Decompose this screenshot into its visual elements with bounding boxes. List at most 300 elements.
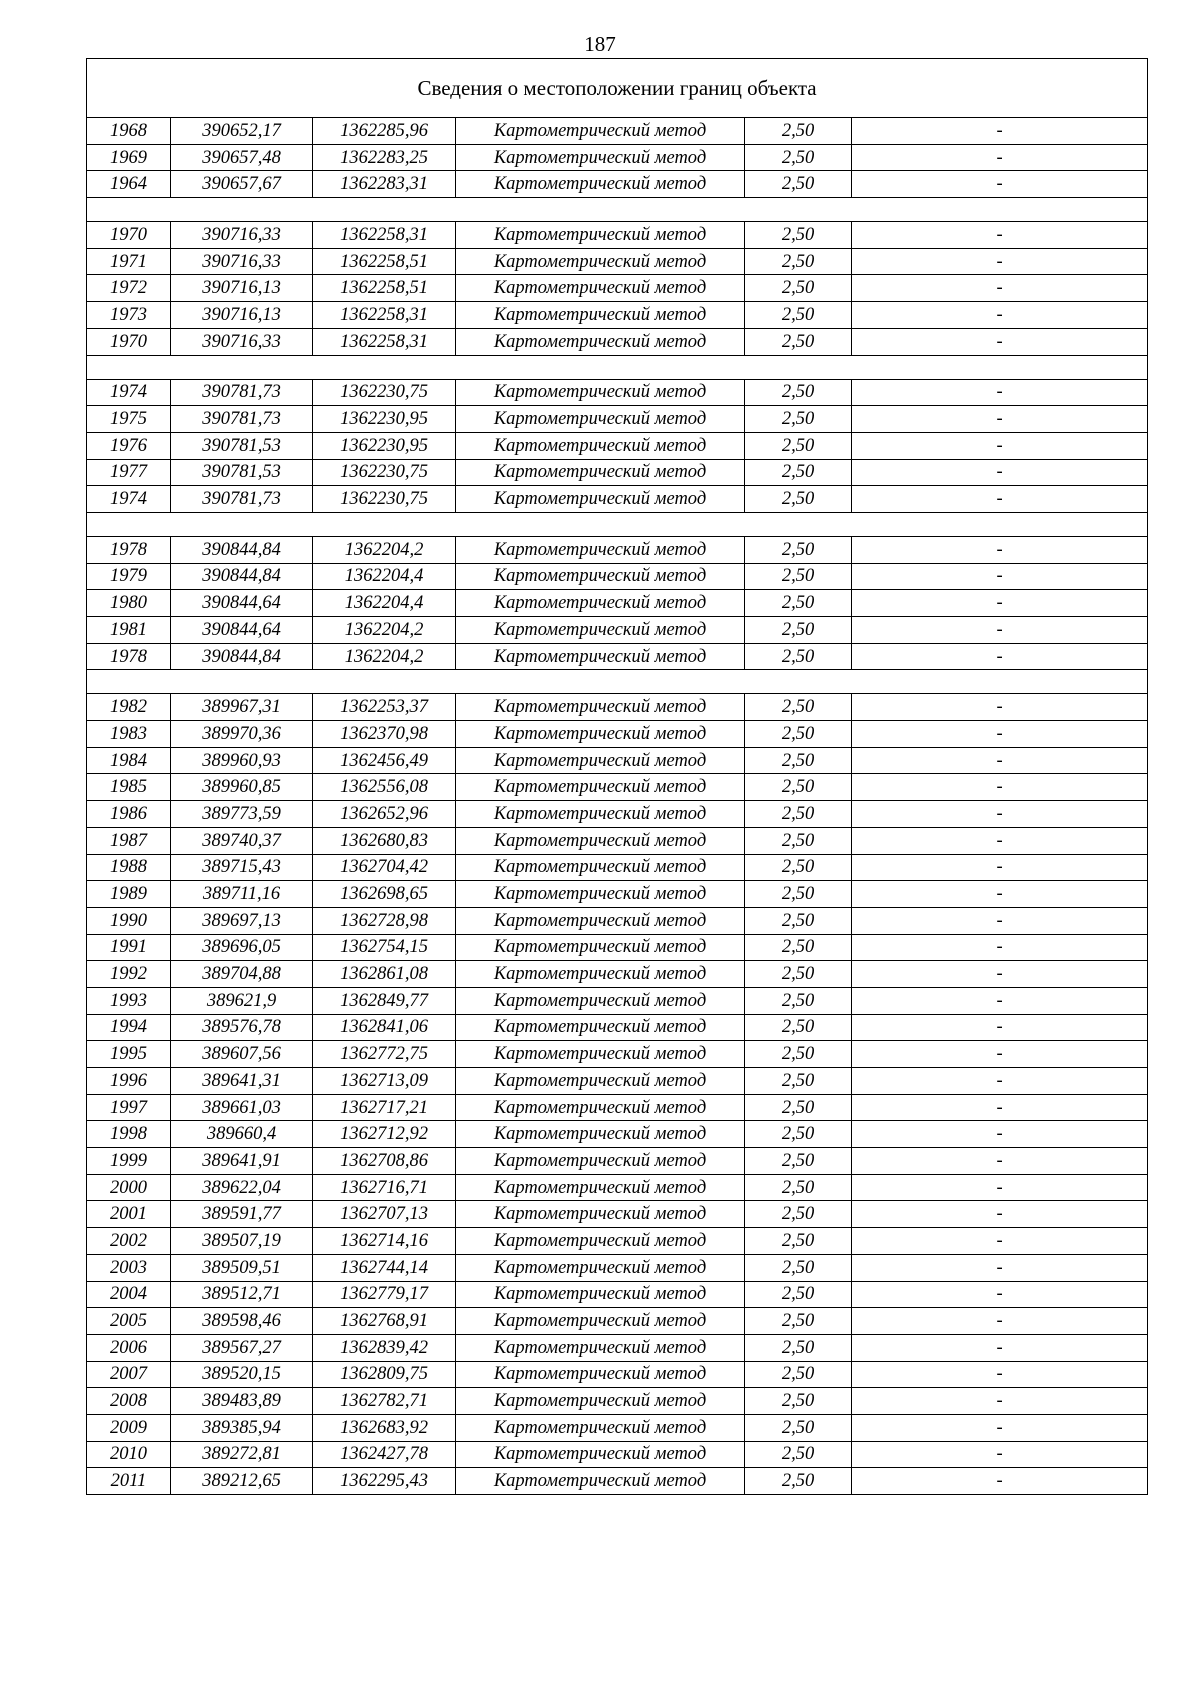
note-cell: -	[852, 1334, 1148, 1361]
method-cell: Картометрический метод	[456, 617, 745, 644]
method-cell: Картометрический метод	[456, 406, 745, 433]
y-coordinate-cell: 1362285,96	[313, 118, 456, 145]
x-coordinate-cell: 390844,84	[171, 643, 313, 670]
y-coordinate-cell: 1362779,17	[313, 1281, 456, 1308]
y-coordinate-cell: 1362370,98	[313, 721, 456, 748]
method-cell: Картометрический метод	[456, 774, 745, 801]
method-cell: Картометрический метод	[456, 1254, 745, 1281]
table-row	[87, 1041, 1148, 1068]
table-row	[87, 328, 1148, 355]
table-row	[87, 643, 1148, 670]
table-row	[87, 721, 1148, 748]
y-coordinate-cell: 1362456,49	[313, 747, 456, 774]
method-cell: Картометрический метод	[456, 563, 745, 590]
note-cell: -	[852, 1068, 1148, 1095]
note-cell: -	[852, 881, 1148, 908]
x-coordinate-cell: 390657,48	[171, 144, 313, 171]
method-cell: Картометрический метод	[456, 1228, 745, 1255]
table-row	[87, 1121, 1148, 1148]
x-coordinate-cell: 389385,94	[171, 1414, 313, 1441]
x-coordinate-cell: 389661,03	[171, 1094, 313, 1121]
y-coordinate-cell: 1362683,92	[313, 1414, 456, 1441]
point-number-cell: 1981	[87, 617, 171, 644]
y-coordinate-cell: 1362841,06	[313, 1014, 456, 1041]
note-cell: -	[852, 854, 1148, 881]
y-coordinate-cell: 1362712,92	[313, 1121, 456, 1148]
table-row	[87, 694, 1148, 721]
separator-cell	[87, 198, 1148, 222]
table-row	[87, 747, 1148, 774]
table-header-row	[87, 59, 1148, 118]
accuracy-cell: 2,50	[745, 1094, 852, 1121]
method-cell: Картометрический метод	[456, 248, 745, 275]
y-coordinate-cell: 1362861,08	[313, 961, 456, 988]
point-number-cell: 1984	[87, 747, 171, 774]
method-cell: Картометрический метод	[456, 961, 745, 988]
point-number-cell: 1970	[87, 222, 171, 249]
x-coordinate-cell: 389715,43	[171, 854, 313, 881]
table-row	[87, 248, 1148, 275]
point-number-cell: 2008	[87, 1388, 171, 1415]
table-row	[87, 1281, 1148, 1308]
table-row	[87, 934, 1148, 961]
accuracy-cell: 2,50	[745, 1174, 852, 1201]
y-coordinate-cell: 1362782,71	[313, 1388, 456, 1415]
x-coordinate-cell: 389621,9	[171, 987, 313, 1014]
x-coordinate-cell: 390844,64	[171, 590, 313, 617]
method-cell: Картометрический метод	[456, 1121, 745, 1148]
table-row	[87, 1148, 1148, 1175]
point-number-cell: 1971	[87, 248, 171, 275]
accuracy-cell: 2,50	[745, 881, 852, 908]
note-cell: -	[852, 617, 1148, 644]
table-row	[87, 590, 1148, 617]
accuracy-cell: 2,50	[745, 248, 852, 275]
x-coordinate-cell: 390716,33	[171, 248, 313, 275]
note-cell: -	[852, 643, 1148, 670]
note-cell: -	[852, 590, 1148, 617]
note-cell: -	[852, 1361, 1148, 1388]
x-coordinate-cell: 390844,84	[171, 563, 313, 590]
table-row	[87, 1201, 1148, 1228]
accuracy-cell: 2,50	[745, 1468, 852, 1495]
note-cell: -	[852, 1414, 1148, 1441]
point-number-cell: 1990	[87, 907, 171, 934]
note-cell: -	[852, 563, 1148, 590]
accuracy-cell: 2,50	[745, 302, 852, 329]
table-row	[87, 987, 1148, 1014]
note-cell: -	[852, 302, 1148, 329]
accuracy-cell: 2,50	[745, 222, 852, 249]
y-coordinate-cell: 1362283,25	[313, 144, 456, 171]
method-cell: Картометрический метод	[456, 801, 745, 828]
accuracy-cell: 2,50	[745, 328, 852, 355]
table-row	[87, 1414, 1148, 1441]
x-coordinate-cell: 390844,84	[171, 536, 313, 563]
accuracy-cell: 2,50	[745, 854, 852, 881]
method-cell: Картометрический метод	[456, 1361, 745, 1388]
x-coordinate-cell: 389576,78	[171, 1014, 313, 1041]
table-row	[87, 459, 1148, 486]
method-cell: Картометрический метод	[456, 854, 745, 881]
point-number-cell: 2007	[87, 1361, 171, 1388]
x-coordinate-cell: 389697,13	[171, 907, 313, 934]
method-cell: Картометрический метод	[456, 536, 745, 563]
note-cell: -	[852, 827, 1148, 854]
point-number-cell: 1974	[87, 379, 171, 406]
note-cell: -	[852, 694, 1148, 721]
point-number-cell: 2004	[87, 1281, 171, 1308]
point-number-cell: 1996	[87, 1068, 171, 1095]
contour-separator-row	[87, 355, 1148, 379]
note-cell: -	[852, 801, 1148, 828]
point-number-cell: 1993	[87, 987, 171, 1014]
point-number-cell: 1982	[87, 694, 171, 721]
point-number-cell: 1964	[87, 171, 171, 198]
x-coordinate-cell: 390657,67	[171, 171, 313, 198]
note-cell: -	[852, 1468, 1148, 1495]
x-coordinate-cell: 389507,19	[171, 1228, 313, 1255]
table-body	[87, 59, 1148, 1495]
method-cell: Картометрический метод	[456, 721, 745, 748]
method-cell: Картометрический метод	[456, 379, 745, 406]
note-cell: -	[852, 248, 1148, 275]
y-coordinate-cell: 1362728,98	[313, 907, 456, 934]
x-coordinate-cell: 390716,13	[171, 302, 313, 329]
accuracy-cell: 2,50	[745, 1148, 852, 1175]
method-cell: Картометрический метод	[456, 747, 745, 774]
note-cell: -	[852, 275, 1148, 302]
note-cell: -	[852, 747, 1148, 774]
y-coordinate-cell: 1362204,2	[313, 536, 456, 563]
x-coordinate-cell: 389272,81	[171, 1441, 313, 1468]
note-cell: -	[852, 536, 1148, 563]
table-row	[87, 1361, 1148, 1388]
x-coordinate-cell: 390652,17	[171, 118, 313, 145]
point-number-cell: 1994	[87, 1014, 171, 1041]
y-coordinate-cell: 1362652,96	[313, 801, 456, 828]
method-cell: Картометрический метод	[456, 1308, 745, 1335]
x-coordinate-cell: 389591,77	[171, 1201, 313, 1228]
point-number-cell: 1979	[87, 563, 171, 590]
y-coordinate-cell: 1362849,77	[313, 987, 456, 1014]
x-coordinate-cell: 389967,31	[171, 694, 313, 721]
point-number-cell: 2010	[87, 1441, 171, 1468]
point-number-cell: 1975	[87, 406, 171, 433]
y-coordinate-cell: 1362768,91	[313, 1308, 456, 1335]
contour-separator-row	[87, 512, 1148, 536]
table-row	[87, 486, 1148, 513]
y-coordinate-cell: 1362204,2	[313, 617, 456, 644]
note-cell: -	[852, 774, 1148, 801]
accuracy-cell: 2,50	[745, 747, 852, 774]
x-coordinate-cell: 390781,73	[171, 406, 313, 433]
accuracy-cell: 2,50	[745, 1334, 852, 1361]
method-cell: Картометрический метод	[456, 275, 745, 302]
note-cell: -	[852, 1254, 1148, 1281]
point-number-cell: 2001	[87, 1201, 171, 1228]
y-coordinate-cell: 1362230,95	[313, 432, 456, 459]
accuracy-cell: 2,50	[745, 144, 852, 171]
accuracy-cell: 2,50	[745, 934, 852, 961]
method-cell: Картометрический метод	[456, 1468, 745, 1495]
method-cell: Картометрический метод	[456, 171, 745, 198]
table-row	[87, 275, 1148, 302]
accuracy-cell: 2,50	[745, 694, 852, 721]
y-coordinate-cell: 1362258,31	[313, 302, 456, 329]
point-number-cell: 1978	[87, 643, 171, 670]
accuracy-cell: 2,50	[745, 486, 852, 513]
note-cell: -	[852, 1094, 1148, 1121]
method-cell: Картометрический метод	[456, 144, 745, 171]
table-row	[87, 536, 1148, 563]
point-number-cell: 1991	[87, 934, 171, 961]
x-coordinate-cell: 389740,37	[171, 827, 313, 854]
note-cell: -	[852, 459, 1148, 486]
method-cell: Картометрический метод	[456, 222, 745, 249]
table-row	[87, 1308, 1148, 1335]
note-cell: -	[852, 1148, 1148, 1175]
note-cell: -	[852, 1441, 1148, 1468]
accuracy-cell: 2,50	[745, 536, 852, 563]
table-row	[87, 1441, 1148, 1468]
point-number-cell: 1986	[87, 801, 171, 828]
accuracy-cell: 2,50	[745, 1254, 852, 1281]
y-coordinate-cell: 1362714,16	[313, 1228, 456, 1255]
point-number-cell: 1969	[87, 144, 171, 171]
point-number-cell: 1999	[87, 1148, 171, 1175]
accuracy-cell: 2,50	[745, 459, 852, 486]
note-cell: -	[852, 1121, 1148, 1148]
y-coordinate-cell: 1362809,75	[313, 1361, 456, 1388]
x-coordinate-cell: 390781,73	[171, 379, 313, 406]
separator-cell	[87, 512, 1148, 536]
x-coordinate-cell: 389960,93	[171, 747, 313, 774]
x-coordinate-cell: 390716,33	[171, 328, 313, 355]
point-number-cell: 1992	[87, 961, 171, 988]
y-coordinate-cell: 1362708,86	[313, 1148, 456, 1175]
accuracy-cell: 2,50	[745, 907, 852, 934]
method-cell: Картометрический метод	[456, 1281, 745, 1308]
point-number-cell: 1983	[87, 721, 171, 748]
x-coordinate-cell: 389520,15	[171, 1361, 313, 1388]
point-number-cell: 2000	[87, 1174, 171, 1201]
table-row	[87, 432, 1148, 459]
accuracy-cell: 2,50	[745, 961, 852, 988]
boundary-coordinates-table	[86, 58, 1148, 1495]
note-cell: -	[852, 907, 1148, 934]
y-coordinate-cell: 1362754,15	[313, 934, 456, 961]
y-coordinate-cell: 1362204,4	[313, 563, 456, 590]
method-cell: Картометрический метод	[456, 1201, 745, 1228]
note-cell: -	[852, 432, 1148, 459]
x-coordinate-cell: 389960,85	[171, 774, 313, 801]
x-coordinate-cell: 389773,59	[171, 801, 313, 828]
note-cell: -	[852, 1388, 1148, 1415]
method-cell: Картометрический метод	[456, 987, 745, 1014]
method-cell: Картометрический метод	[456, 1094, 745, 1121]
y-coordinate-cell: 1362253,37	[313, 694, 456, 721]
y-coordinate-cell: 1362713,09	[313, 1068, 456, 1095]
table-row	[87, 961, 1148, 988]
accuracy-cell: 2,50	[745, 1441, 852, 1468]
accuracy-cell: 2,50	[745, 1041, 852, 1068]
accuracy-cell: 2,50	[745, 118, 852, 145]
y-coordinate-cell: 1362230,75	[313, 379, 456, 406]
x-coordinate-cell: 390781,53	[171, 432, 313, 459]
y-coordinate-cell: 1362717,21	[313, 1094, 456, 1121]
x-coordinate-cell: 390781,73	[171, 486, 313, 513]
table-row	[87, 854, 1148, 881]
y-coordinate-cell: 1362744,14	[313, 1254, 456, 1281]
accuracy-cell: 2,50	[745, 432, 852, 459]
y-coordinate-cell: 1362680,83	[313, 827, 456, 854]
method-cell: Картометрический метод	[456, 1041, 745, 1068]
accuracy-cell: 2,50	[745, 379, 852, 406]
point-number-cell: 1978	[87, 536, 171, 563]
point-number-cell: 1989	[87, 881, 171, 908]
accuracy-cell: 2,50	[745, 590, 852, 617]
point-number-cell: 1995	[87, 1041, 171, 1068]
method-cell: Картометрический метод	[456, 907, 745, 934]
note-cell: -	[852, 1308, 1148, 1335]
x-coordinate-cell: 389607,56	[171, 1041, 313, 1068]
x-coordinate-cell: 389704,88	[171, 961, 313, 988]
y-coordinate-cell: 1362427,78	[313, 1441, 456, 1468]
table-row	[87, 118, 1148, 145]
y-coordinate-cell: 1362204,4	[313, 590, 456, 617]
table-row	[87, 1068, 1148, 1095]
accuracy-cell: 2,50	[745, 1201, 852, 1228]
y-coordinate-cell: 1362772,75	[313, 1041, 456, 1068]
x-coordinate-cell: 389567,27	[171, 1334, 313, 1361]
note-cell: -	[852, 144, 1148, 171]
table-row	[87, 1334, 1148, 1361]
method-cell: Картометрический метод	[456, 1414, 745, 1441]
method-cell: Картометрический метод	[456, 459, 745, 486]
point-number-cell: 1988	[87, 854, 171, 881]
y-coordinate-cell: 1362707,13	[313, 1201, 456, 1228]
point-number-cell: 1987	[87, 827, 171, 854]
x-coordinate-cell: 390781,53	[171, 459, 313, 486]
x-coordinate-cell: 389641,31	[171, 1068, 313, 1095]
table-row	[87, 801, 1148, 828]
table-row	[87, 379, 1148, 406]
table-row	[87, 1468, 1148, 1495]
method-cell: Картометрический метод	[456, 1441, 745, 1468]
table-row	[87, 1228, 1148, 1255]
point-number-cell: 1985	[87, 774, 171, 801]
point-number-cell: 1977	[87, 459, 171, 486]
method-cell: Картометрический метод	[456, 694, 745, 721]
accuracy-cell: 2,50	[745, 1014, 852, 1041]
accuracy-cell: 2,50	[745, 1388, 852, 1415]
point-number-cell: 2002	[87, 1228, 171, 1255]
method-cell: Картометрический метод	[456, 1068, 745, 1095]
table-header: Сведения о местоположении границ объекта	[87, 59, 1148, 118]
accuracy-cell: 2,50	[745, 1228, 852, 1255]
x-coordinate-cell: 389622,04	[171, 1174, 313, 1201]
point-number-cell: 1970	[87, 328, 171, 355]
table-row	[87, 827, 1148, 854]
method-cell: Картометрический метод	[456, 328, 745, 355]
accuracy-cell: 2,50	[745, 801, 852, 828]
table-row	[87, 774, 1148, 801]
table-row	[87, 881, 1148, 908]
table-row	[87, 302, 1148, 329]
accuracy-cell: 2,50	[745, 1361, 852, 1388]
method-cell: Картометрический метод	[456, 486, 745, 513]
table-row	[87, 563, 1148, 590]
x-coordinate-cell: 389483,89	[171, 1388, 313, 1415]
point-number-cell: 1976	[87, 432, 171, 459]
y-coordinate-cell: 1362230,95	[313, 406, 456, 433]
accuracy-cell: 2,50	[745, 563, 852, 590]
y-coordinate-cell: 1362258,51	[313, 248, 456, 275]
y-coordinate-cell: 1362556,08	[313, 774, 456, 801]
accuracy-cell: 2,50	[745, 643, 852, 670]
y-coordinate-cell: 1362258,51	[313, 275, 456, 302]
method-cell: Картометрический метод	[456, 302, 745, 329]
table-row	[87, 406, 1148, 433]
accuracy-cell: 2,50	[745, 171, 852, 198]
point-number-cell: 2009	[87, 1414, 171, 1441]
note-cell: -	[852, 379, 1148, 406]
y-coordinate-cell: 1362258,31	[313, 328, 456, 355]
table-row	[87, 617, 1148, 644]
y-coordinate-cell: 1362230,75	[313, 486, 456, 513]
note-cell: -	[852, 171, 1148, 198]
table-row	[87, 1174, 1148, 1201]
table-row	[87, 1388, 1148, 1415]
x-coordinate-cell: 389212,65	[171, 1468, 313, 1495]
point-number-cell: 1968	[87, 118, 171, 145]
point-number-cell: 1998	[87, 1121, 171, 1148]
point-number-cell: 2011	[87, 1468, 171, 1495]
y-coordinate-cell: 1362283,31	[313, 171, 456, 198]
y-coordinate-cell: 1362258,31	[313, 222, 456, 249]
note-cell: -	[852, 118, 1148, 145]
method-cell: Картометрический метод	[456, 432, 745, 459]
point-number-cell: 2003	[87, 1254, 171, 1281]
method-cell: Картометрический метод	[456, 934, 745, 961]
method-cell: Картометрический метод	[456, 1388, 745, 1415]
accuracy-cell: 2,50	[745, 987, 852, 1014]
contour-separator-row	[87, 670, 1148, 694]
table-row	[87, 144, 1148, 171]
x-coordinate-cell: 389509,51	[171, 1254, 313, 1281]
method-cell: Картометрический метод	[456, 590, 745, 617]
x-coordinate-cell: 389970,36	[171, 721, 313, 748]
table-row	[87, 1254, 1148, 1281]
x-coordinate-cell: 389641,91	[171, 1148, 313, 1175]
note-cell: -	[852, 328, 1148, 355]
note-cell: -	[852, 934, 1148, 961]
note-cell: -	[852, 1201, 1148, 1228]
accuracy-cell: 2,50	[745, 1414, 852, 1441]
page-number: 187	[584, 32, 616, 56]
y-coordinate-cell: 1362230,75	[313, 459, 456, 486]
x-coordinate-cell: 390844,64	[171, 617, 313, 644]
point-number-cell: 2006	[87, 1334, 171, 1361]
x-coordinate-cell: 389512,71	[171, 1281, 313, 1308]
accuracy-cell: 2,50	[745, 1068, 852, 1095]
separator-cell	[87, 355, 1148, 379]
separator-cell	[87, 670, 1148, 694]
point-number-cell: 1997	[87, 1094, 171, 1121]
method-cell: Картометрический метод	[456, 643, 745, 670]
y-coordinate-cell: 1362716,71	[313, 1174, 456, 1201]
